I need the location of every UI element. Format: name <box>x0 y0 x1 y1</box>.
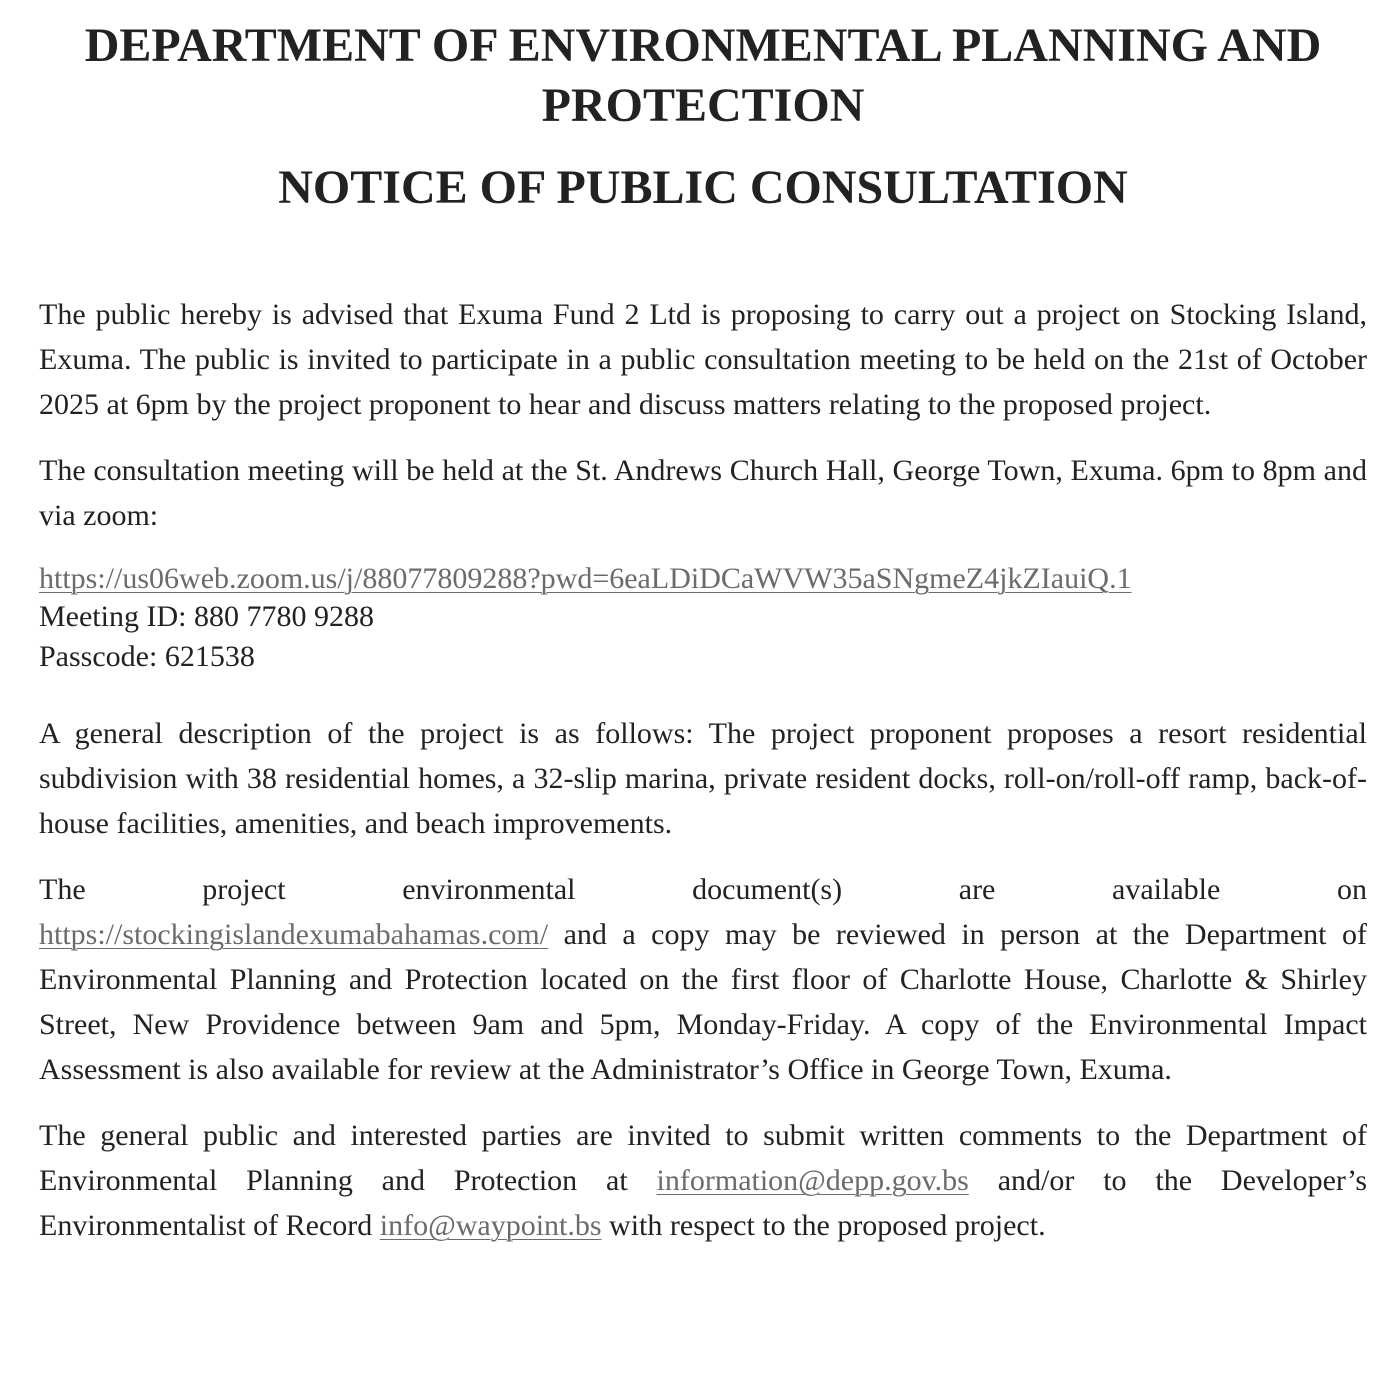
notice-document <box>39 14 1367 1248</box>
meeting-location-paragraph: The consultation meeting will be held at the St. Andrews Church Hall, George Town, Exuma. 6pm to 8pm and via zoom: <box>39 454 1367 532</box>
zoom-meeting-link[interactable]: https://us06web.zoom.us/j/88077809288?pwd=6eaLDiDCaWVW35aSNgmeZ4jkZIauiQ.1 <box>39 562 1132 595</box>
project-description-paragraph: A general description of the project is as follows: The project proponent proposes a resort residential subdivision with 38 residential homes, a 32-slip marina, private resident docks, roll-on/roll-off ramp, back-of-house facilities, amenities, and beach improvements. <box>39 717 1367 840</box>
documents-first-line <box>39 867 1367 912</box>
meeting-id: Meeting ID: 880 7780 9288 <box>39 600 374 633</box>
documents-paragraph <box>39 867 1367 1092</box>
documents-body <box>39 912 1367 1092</box>
zoom-details <box>39 560 1367 677</box>
word: on <box>1336 873 1367 906</box>
comments-text-end: with respect to the proposed project. <box>601 1209 1046 1242</box>
waypoint-email-link[interactable]: info@waypoint.bs <box>379 1209 602 1242</box>
comments-text-start: The general public and interested parties are invited to submit written comments to the Department of Environmental Planning and Protection at <box>39 1119 1367 1197</box>
notice-title: NOTICE OF PUBLIC CONSULTATION <box>278 161 1128 214</box>
depp-email-link[interactable]: information@depp.gov.bs <box>656 1164 969 1197</box>
word: document(s) <box>692 873 843 906</box>
word: available <box>1112 873 1221 906</box>
project-website-link[interactable]: https://stockingislandexumabahamas.com/ <box>39 918 549 951</box>
word: are <box>958 873 996 906</box>
documents-body-text: and a copy may be reviewed in person at the Department of Environmental Planning and Protection located on the first floor of Charlotte House, Charlotte & Shirley Street, New Providence between 9am and 5pm, Monday-Friday. A copy of the Environmental Impact Assessment is also available for review at the Administrator’s Office in George Town, Exuma. <box>39 918 1367 1086</box>
department-title: DEPARTMENT OF ENVIRONMENTAL PLANNING AND PROTECTION <box>84 19 1322 132</box>
word: environmental <box>402 873 576 906</box>
word: The <box>39 873 86 906</box>
word: project <box>202 873 286 906</box>
comments-paragraph <box>39 1113 1367 1248</box>
announcement-paragraph: The public hereby is advised that Exuma Fund 2 Ltd is proposing to carry out a project on Stocking Island, Exuma. The public is invited to participate in a public consultation meeting to be held on the 21st of October 2025 at 6pm by the project proponent to hear and discuss matters relating to the proposed project. <box>39 298 1367 421</box>
comments-text-middle: and/or to the Developer’s Environmentalist of Record <box>39 1164 1367 1242</box>
meeting-passcode: Passcode: 621538 <box>39 640 255 673</box>
